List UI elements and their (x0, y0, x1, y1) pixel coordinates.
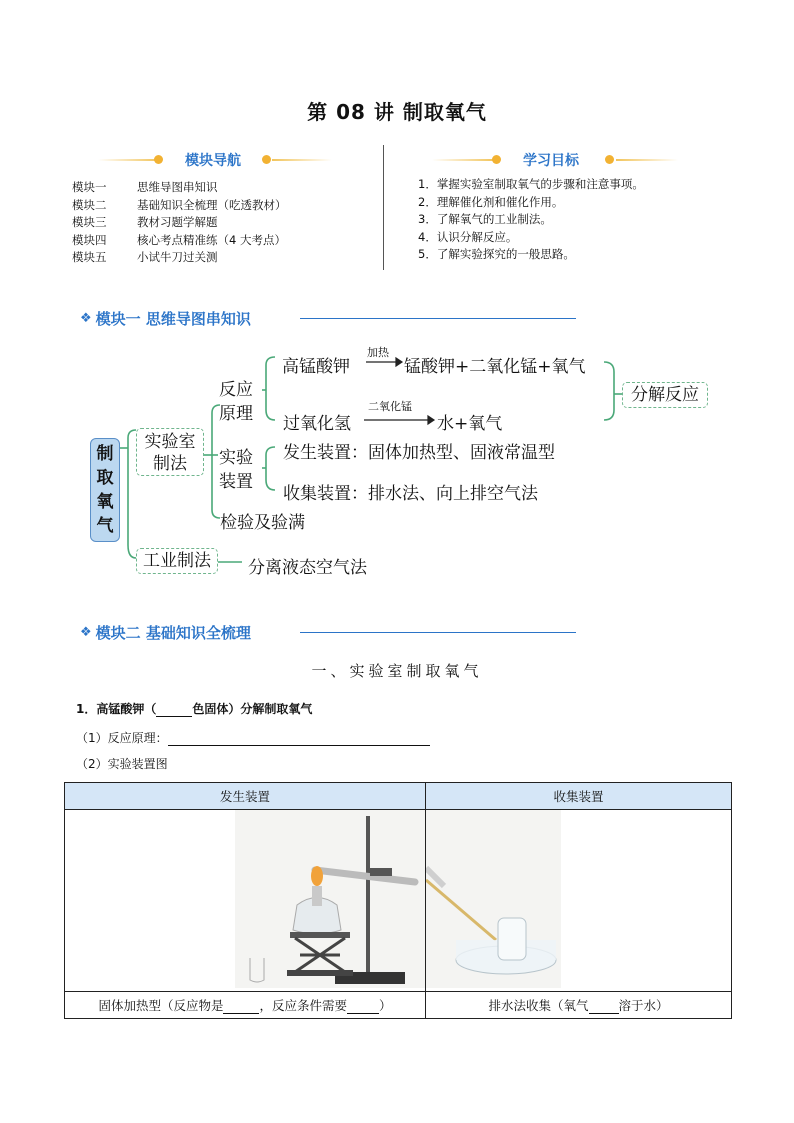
generator-caption: 固体加热型（反应物是 ，反应条件需要 ） (65, 992, 426, 1019)
mindmap-apparatus: 实验 装置 (219, 448, 253, 492)
mindmap-industry-method: 分离液态空气法 (248, 558, 367, 578)
goal-item: 3．了解氧气的工业制法。 (418, 212, 552, 226)
table-header-generator: 发生装置 (65, 783, 426, 810)
nav-item: 模块四 核心考点精准练（4 大考点） (72, 232, 286, 247)
section-2-title: 模块二 基础知识全梳理 (95, 623, 251, 642)
goal-item: 2．理解催化剂和催化作用。 (418, 194, 564, 209)
mindmap-generator: 发生装置：固体加热型、固液常温型 (283, 443, 555, 463)
answer-blank[interactable] (156, 703, 192, 717)
mindmap-r2-left: 过氧化氢 (283, 414, 351, 434)
goal-item: 4．认识分解反应。 (418, 229, 518, 244)
goals-header-dot-right (605, 155, 614, 164)
goals-header-label: 学习目标 (523, 153, 579, 169)
nav-item: 模块二 基础知识全梳理（吃透教材） (72, 197, 287, 212)
collector-apparatus-image (426, 810, 732, 992)
question-1: 1．高锰酸钾（ 色固体）分解制取氧气 (76, 702, 313, 716)
nav-header-line-right (272, 159, 332, 161)
section-2-header (80, 621, 251, 643)
section-1-title: 模块一 思维导图串知识 (95, 309, 251, 328)
mindmap-root: 制取氧气 (90, 438, 120, 542)
mindmap-check: 检验及验满 (220, 513, 305, 533)
nav-header-dot-right (262, 155, 271, 164)
answer-blank[interactable] (223, 1001, 259, 1014)
collector-caption: 排水法收集（氧气 溶于水） (426, 992, 732, 1019)
module-nav-list (72, 179, 287, 267)
section-1-header (80, 307, 251, 329)
apparatus-table (64, 782, 732, 1019)
water-collection-illustration (426, 810, 731, 988)
section-1-rule (300, 318, 576, 319)
goals-header-line-right (616, 159, 678, 161)
answer-blank[interactable] (168, 732, 430, 746)
goals-header-line-left (432, 159, 494, 161)
nav-header-dot-left (154, 155, 163, 164)
mindmap-r1-condition: 加热 (367, 346, 389, 359)
learning-goals-list (418, 176, 644, 264)
diamond-icon: ❖ (80, 310, 92, 326)
goal-item: 5．了解实验探究的一般思路。 (418, 247, 575, 261)
nav-item: 模块一 思维导图串知识 (72, 180, 218, 194)
nav-header-label: 模块导航 (185, 153, 241, 169)
nav-header-line-left (98, 159, 158, 161)
section-2-rule (300, 632, 576, 633)
mindmap-collector: 收集装置：排水法、向上排空气法 (283, 484, 538, 504)
diamond-icon: ❖ (80, 624, 92, 640)
goals-header-dot-left (492, 155, 501, 164)
mindmap-r1-right: 锰酸钾+二氧化锰+氧气 (404, 357, 586, 377)
nav-item: 模块三 教材习题学解题 (72, 215, 218, 229)
question-apparatus-diagram: （2）实验装置图 (76, 757, 168, 771)
page-title: 第 08 讲 制取氧气 (307, 100, 487, 124)
table-header-collector: 收集装置 (426, 783, 732, 810)
mindmap-reaction-principle: 反应 原理 (219, 380, 253, 424)
mindmap-industry: 工业制法 (136, 548, 218, 574)
generator-apparatus-image (65, 810, 426, 992)
header-divider (383, 145, 384, 270)
nav-item: 模块五 小试牛刀过关测 (72, 250, 218, 264)
mindmap-r1-left: 高锰酸钾 (282, 357, 350, 377)
answer-blank[interactable] (347, 1001, 379, 1014)
subsection-title: 一、实验室制取氧气 (311, 662, 483, 680)
answer-blank[interactable] (589, 1001, 619, 1014)
mindmap-r2-condition: 二氧化锰 (368, 400, 412, 413)
goal-item: 1．掌握实验室制取氧气的步骤和注意事项。 (418, 177, 644, 191)
mindmap-r2-right: 水+氧气 (437, 414, 503, 434)
mindmap-lab-method: 实验室 制法 (136, 428, 204, 476)
question-reaction-principle: （1）反应原理： (76, 729, 430, 746)
mindmap-decomposition: 分解反应 (622, 382, 708, 408)
heating-apparatus-illustration (65, 810, 425, 988)
